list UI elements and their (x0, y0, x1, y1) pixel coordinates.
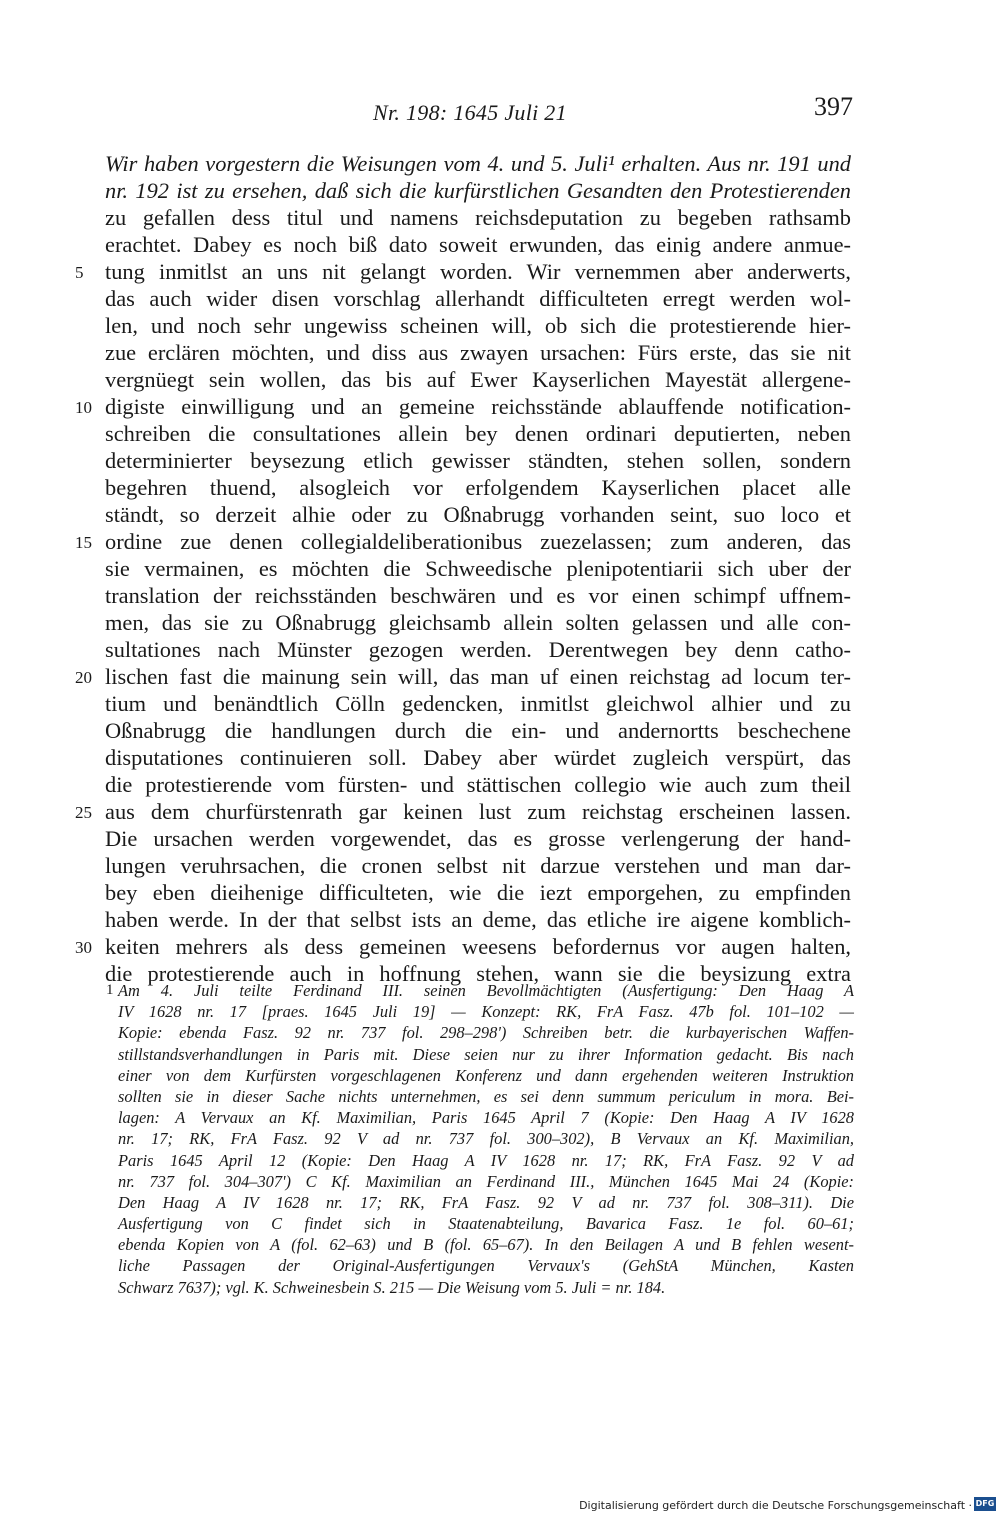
line-text: die protestierende vom fürsten- und stättischen collegio wie auch zum theil (105, 772, 851, 797)
text-line (75, 933, 851, 960)
text-line (105, 339, 851, 366)
footer-credit: Digitalisierung gefördert durch die Deutsche Forschungsgemeinschaft · (579, 1499, 972, 1512)
footnote-text: ebenda Kopien von A (fol. 62–63) und B (fol. 65–67). In den Beilagen A und B fehlen wesent- (118, 1235, 854, 1255)
line-text: bey eben dieihenige difficulteten, wie die iezt emporgehen, zu empfinden (105, 880, 851, 905)
text-line (105, 744, 851, 771)
line-text: lischen fast die mainung sein will, das man uf einen reichstag ad locum ter- (105, 664, 851, 689)
line-text: digiste einwilligung und an gemeine reichsstände ablauffende notification- (105, 394, 851, 419)
text-line (75, 393, 851, 420)
footnote-line (118, 1107, 854, 1128)
text-line (105, 366, 851, 393)
footnote-text: Schwarz 7637); vgl. K. Schweinesbein S. 215 — Die Weisung vom 5. Juli = nr. 184. (118, 1277, 666, 1297)
line-text: tium und benändtlich Cölln gedencken, inmitlst gleichwol alhier und zu (105, 691, 851, 716)
line-text: men, das sie zu Oßnabrugg gleichsamb allein solten gelassen und alle con- (105, 610, 851, 635)
text-line (105, 231, 851, 258)
page-number: 397 (814, 92, 853, 121)
text-line (105, 582, 851, 609)
text-line (105, 420, 851, 447)
footnote-text: liche Passagen der Original-Ausfertigungen Vervaux's (GehStA München, Kasten (118, 1256, 854, 1276)
footnote-text: Den Haag A IV 1628 nr. 17; RK, FrA Fasz. 92 V ad nr. 737 fol. 308–311). Die (118, 1192, 854, 1212)
line-text: sie vermainen, es möchten die Schweedische plenipotentiarii sich uber der (105, 556, 851, 581)
footnote-line (118, 1044, 854, 1065)
text-line (105, 771, 851, 798)
text-line (105, 609, 851, 636)
line-text: len, und noch sehr ungewiss scheinen will, ob sich die protestierende hier- (105, 313, 851, 338)
page-header (0, 92, 1000, 132)
line-text: erachtet. Dabey es noch biß dato soweit erwunden, das einig andere anmue- (105, 232, 851, 257)
line-text: translation der reichsständen beschwären und es vor einen schimpf uffnem- (105, 583, 851, 608)
footnote-block (106, 980, 854, 1298)
line-number: 5 (75, 263, 84, 282)
footnote-line (118, 1150, 854, 1171)
line-text: Wir haben vorgestern die Weisungen vom 4. und 5. Juli¹ erhalten. Aus nr. 191 und (105, 151, 851, 176)
line-number: 15 (75, 533, 92, 552)
footnote-text: sollten sie in dieser Sache nichts unternehmen, es sei denn summum periculum in mora. Bei- (118, 1086, 854, 1106)
line-text: nr. 192 ist zu ersehen, daß sich die kurfürstlichen Gesandten den Protestierenden (105, 178, 851, 203)
line-text: sultationes nach Münster gezogen werden. Derentwegen bey denn catho- (105, 637, 851, 662)
footnote-text: Ausfertigung von C findet sich in Staatenabteilung, Bavarica Fasz. 1e fol. 60–61; (118, 1214, 854, 1234)
footnote-line (118, 1128, 854, 1149)
line-text: Oßnabrugg die handlungen durch die ein- und andernortts beschechene (105, 718, 851, 743)
text-line (105, 852, 851, 879)
line-text: zu gefallen dess titul und namens reichsdeputation zu begeben rathsamb (105, 205, 851, 230)
footnote-text: Kopie: ebenda Fasz. 92 nr. 737 fol. 298–298') Schreiben betr. die kurbayerischen Waffen- (118, 1023, 854, 1043)
footnote-text: Am 4. Juli teilte Ferdinand III. seinen Bevollmächtigten (Ausfertigung: Den Haag A (118, 981, 854, 1000)
footnote-line (118, 1086, 854, 1107)
line-text: disputationes continuieren soll. Dabey aber würdet zugleich verspürt, das (105, 745, 851, 770)
footnote-line (118, 1001, 854, 1022)
text-line (105, 690, 851, 717)
line-number: 20 (75, 668, 92, 687)
text-line (105, 474, 851, 501)
footnote-line (118, 1234, 854, 1255)
line-text: das auch wider disen vorschlag allerhandt difficulteten erregt werden wol- (105, 286, 851, 311)
line-text: lungen veruhrsachen, die cronen selbst nit darzue verstehen und man dar- (105, 853, 851, 878)
text-line (75, 258, 851, 285)
text-line (75, 798, 851, 825)
footnote-line (118, 1277, 854, 1298)
line-text: tung inmitlst an uns nit gelangt worden. Wir vernemmen aber anderwerts, (105, 259, 851, 284)
line-number: 30 (75, 938, 92, 957)
footnote-line (118, 1065, 854, 1086)
dfg-logo: DFG (974, 1497, 996, 1511)
footnote-line (118, 1171, 854, 1192)
footnote-text: einer von dem Kurfürsten vorgeschlagenen Konferenz und dann ergehenden weiteren Instruktion (118, 1065, 854, 1085)
line-text: determinierter beysezung etlich gewisser ständten, stehen sollen, sondern (105, 448, 851, 473)
line-text: die protestierende auch in hoffnung stehen, wann sie die beysizung extra (105, 961, 851, 986)
text-line (105, 312, 851, 339)
page-footer (0, 1485, 1000, 1525)
line-text: ordine zue denen collegialdeliberationibus zuezelassen; zum anderen, das (105, 529, 851, 554)
text-line (105, 501, 851, 528)
footnote-line (118, 1255, 854, 1276)
footnote-line (118, 1213, 854, 1234)
footnote-text: nr. 17; RK, FrA Fasz. 92 V ad nr. 737 fol. 300–302), B Vervaux an Kf. Maximilian, (118, 1129, 854, 1149)
footnote-text: nr. 737 fol. 304–307') C Kf. Maximilian an Ferdinand III., München 1645 Mai 24 (Kopie: (118, 1171, 854, 1191)
footnote-mark: 1 (106, 982, 114, 998)
line-text: haben werde. In der that selbst ists an deme, das etliche ire aigene komblich- (105, 907, 851, 932)
text-line (105, 150, 851, 177)
line-text: vergnüegt sein wollen, das bis auf Ewer Kayserlichen Mayestät allergene- (105, 367, 851, 392)
text-line (105, 555, 851, 582)
line-text: ständt, so derzeit alhie oder zu Oßnabrugg vorhanden seint, suo loco et (105, 502, 851, 527)
text-line (105, 204, 851, 231)
footnote-text: lagen: A Vervaux an Kf. Maximilian, Paris 1645 April 7 (Kopie: Den Haag A IV 1628 (118, 1108, 854, 1128)
line-number: 25 (75, 803, 92, 822)
footnote-line (118, 1022, 854, 1043)
running-head: Nr. 198: 1645 Juli 21 (373, 100, 567, 125)
line-text: schreiben die consultationes allein bey denen ordinari deputierten, neben (105, 421, 851, 446)
text-line (75, 528, 851, 555)
text-line (75, 663, 851, 690)
text-line (105, 879, 851, 906)
text-line (105, 285, 851, 312)
line-text: aus dem churfürstenrath gar keinen lust zum reichstag erscheinen lassen. (105, 799, 851, 824)
line-text: zue erclären möchten, und diss aus zwayen ursachen: Fürs erste, das sie nit (105, 340, 851, 365)
main-text (75, 150, 851, 987)
text-line (105, 717, 851, 744)
line-number: 10 (75, 398, 92, 417)
line-text: keiten mehrers als dess gemeinen weesens befordernus vor augen halten, (105, 934, 851, 959)
text-line (105, 447, 851, 474)
line-text: begehren thuend, alsogleich vor erfolgendem Kayserlichen placet alle (105, 475, 851, 500)
footnote-line (106, 980, 854, 1001)
footnote-text: stillstandsverhandlungen in Paris mit. Diese seien nur zu ihrer Information gedacht. Bis nach (118, 1044, 854, 1064)
footnote-text: Paris 1645 April 12 (Kopie: Den Haag A IV 1628 nr. 17; RK, FrA Fasz. 92 V ad (118, 1150, 854, 1170)
footnote-text: IV 1628 nr. 17 [praes. 1645 Juli 19] — Konzept: RK, FrA Fasz. 47b fol. 101–102 — (118, 1002, 854, 1022)
text-line (105, 825, 851, 852)
text-line (105, 906, 851, 933)
footnote-line (118, 1192, 854, 1213)
text-line (105, 636, 851, 663)
text-line (105, 177, 851, 204)
line-text: Die ursachen werden vorgewendet, das es grosse verlengerung der hand- (105, 826, 851, 851)
